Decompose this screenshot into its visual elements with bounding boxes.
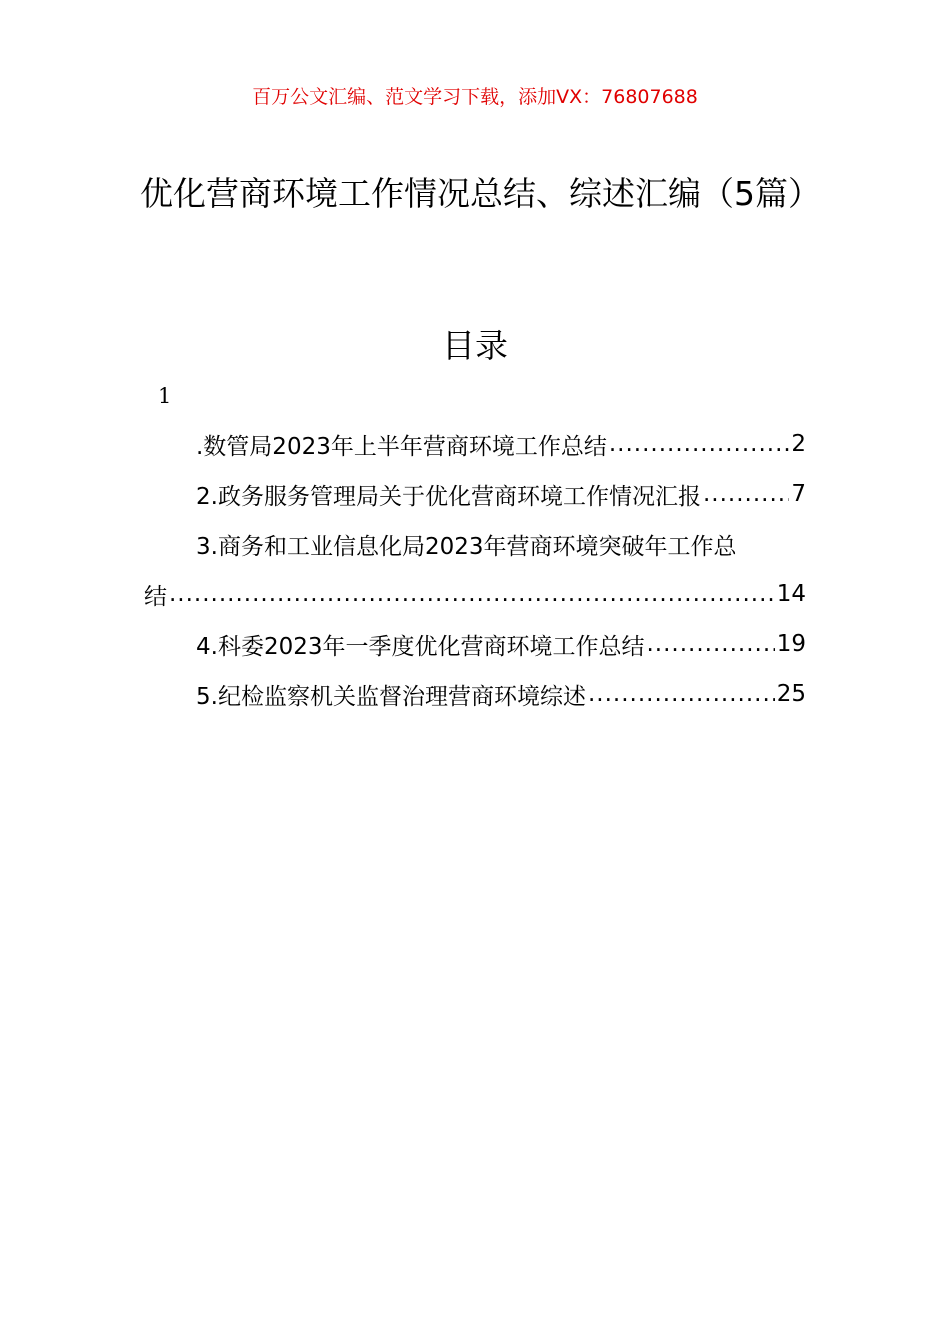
toc-entry-5[interactable]: [196, 674, 806, 714]
toc-dot-leader: [169, 581, 775, 607]
toc-entry-text: .数管局2023年上半年营商环境工作总结: [196, 433, 607, 460]
toc-entry-text: 2.政务服务管理局关于优化营商环境工作情况汇报: [196, 483, 701, 510]
toc-dot-leader: [646, 631, 774, 657]
document-title: 优化营商环境工作情况总结、综述汇编（5篇）: [140, 174, 821, 213]
toc-heading: 目录: [442, 326, 508, 365]
toc-entry-page: 14: [776, 581, 806, 607]
toc-entry-text: 5.纪检监察机关监督治理营商环境综述: [196, 683, 586, 710]
toc-entry-1[interactable]: [196, 424, 806, 464]
toc-dot-leader: [703, 481, 789, 507]
toc-entry-text: 结: [144, 583, 167, 610]
toc-entry-page: 2: [791, 431, 806, 457]
toc-entry-2[interactable]: [196, 474, 806, 514]
toc-entry-page: 7: [791, 481, 806, 507]
header-banner: [0, 84, 950, 110]
toc-dot-leader: [609, 431, 790, 457]
banner-text: 百万公文汇编、范文学习下载，添加VX：76807688: [252, 86, 698, 108]
toc-entry-3[interactable]: [196, 524, 806, 564]
toc-entry-text: 3.商务和工业信息化局2023年营商环境突破年工作总: [196, 533, 737, 560]
toc-entry-text: 4.科委2023年一季度优化营商环境工作总结: [196, 633, 645, 660]
toc-entry-3-continued[interactable]: [144, 574, 806, 614]
toc-dot-leader: [588, 681, 775, 707]
toc-entry-page: 25: [776, 681, 806, 707]
toc-entry-page: 19: [776, 631, 806, 657]
toc-entry-4[interactable]: [196, 624, 806, 664]
toc-list-marker: 1: [158, 384, 172, 408]
